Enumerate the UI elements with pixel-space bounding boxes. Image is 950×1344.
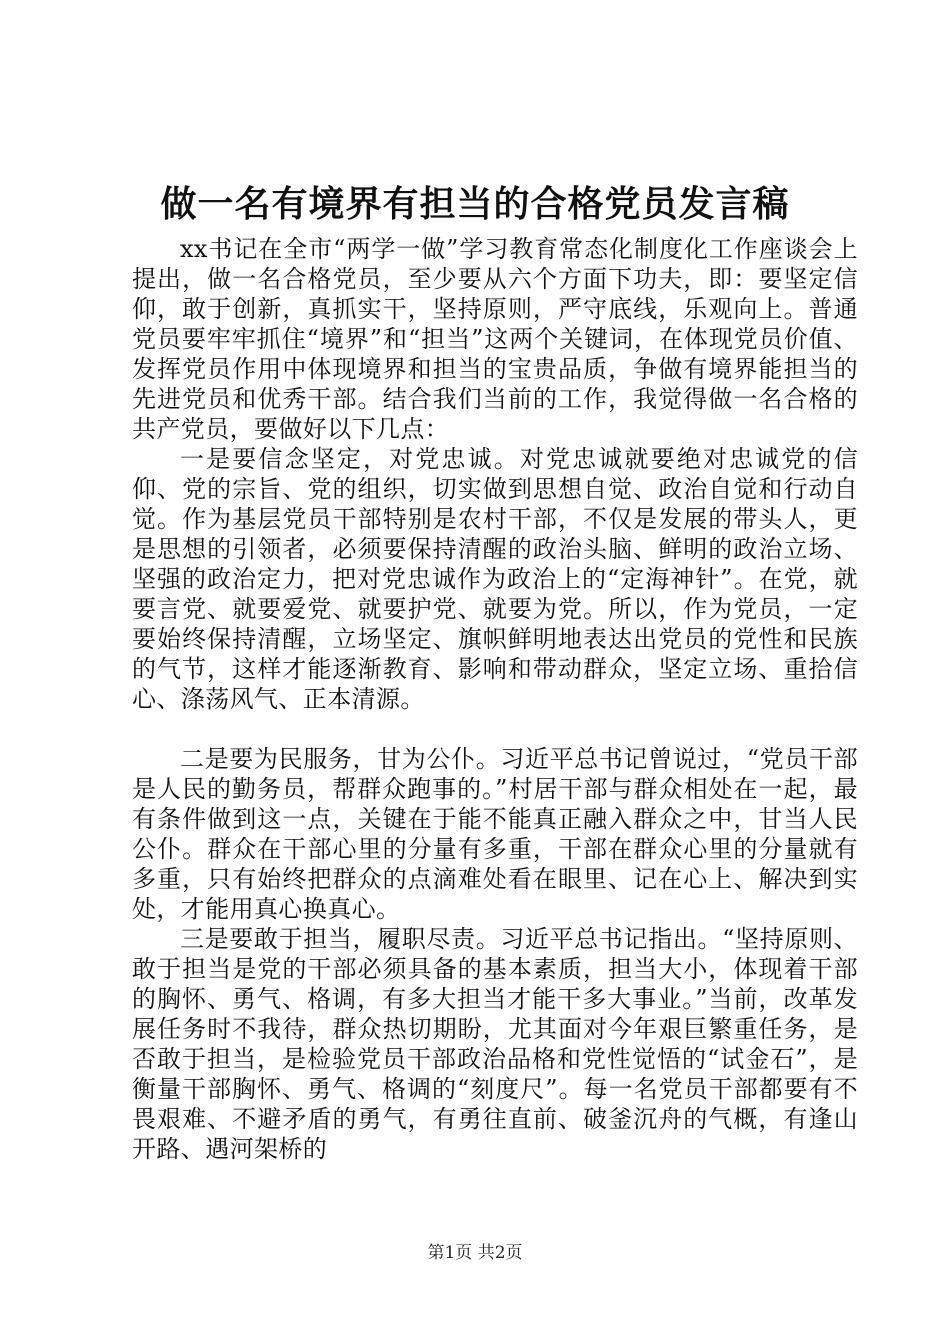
document-body <box>132 234 858 1164</box>
paragraph-point-two: 二是要为民服务，甘为公仆。习近平总书记曾说过，“党员干部是人民的勤务员，帮群众跑事的。”村居干部与群众相处在一起，最有条件做到这一点，关键在于能不能真正融入群众之中，甘当人民公仆。群众在干部心里的分量有多重，干部在群众心里的分量就有多重，只有始终把群众的点滴难处看在眼里、记在心上、解决到实处，才能用真心换真心。 <box>132 745 858 923</box>
paragraph-point-three: 三是要敢于担当，履职尽责。习近平总书记指出。“坚持原则、敢于担当是党的干部必须具备的基本素质，担当大小，体现着干部的胸怀、勇气、格调，有多大担当才能干多大事业。”当前，改革发展任务时不我待，群众热切期盼，尤其面对今年艰巨繁重任务，是否敢于担当，是检验党员干部政治品格和党性觉悟的“试金石”，是衡量干部胸怀、勇气、格调的“刻度尺”。每一名党员干部都要有不畏艰难、不避矛盾的勇气，有勇往直前、破釜沉舟的气概，有逢山开路、遇河架桥的 <box>132 925 858 1163</box>
paragraph-intro: xx书记在全市“两学一做”学习教育常态化制度化工作座谈会上提出，做一名合格党员，至少要从六个方面下功夫，即：要坚定信仰，敢于创新，真抓实干，坚持原则，严守底线，乐观向上。普通党员要牢牢抓住“境界”和“担当”这两个关键词，在体现党员价值、发挥党员作用中体现境界和担当的宝贵品质，争做有境界能担当的先进党员和优秀干部。结合我们当前的工作，我觉得做一名合格的共产党员，要做好以下几点： <box>132 235 858 443</box>
page-footer: 第1页 共2页 <box>427 1243 523 1263</box>
paragraph-point-one: 一是要信念坚定，对党忠诚。对党忠诚就要绝对忠诚党的信仰、党的宗旨、党的组织，切实做到思想自觉、政治自觉和行动自觉。作为基层党员干部特别是农村干部，不仅是发展的带头人，更是思想的引领者，必须要保持清醒的政治头脑、鲜明的政治立场、坚强的政治定力，把对党忠诚作为政治上的“定海神针”。在党，就要言党、就要爱党、就要护党、就要为党。所以，作为党员，一定要始终保持清醒，立场坚定、旗帜鲜明地表达出党员的党性和民族的气节，这样才能逐渐教育、影响和带动群众，坚定立场、重拾信心、涤荡风气、正本清源。 <box>132 445 858 713</box>
document-title: 做一名有境界有担当的合格党员发言稿 <box>160 183 790 225</box>
